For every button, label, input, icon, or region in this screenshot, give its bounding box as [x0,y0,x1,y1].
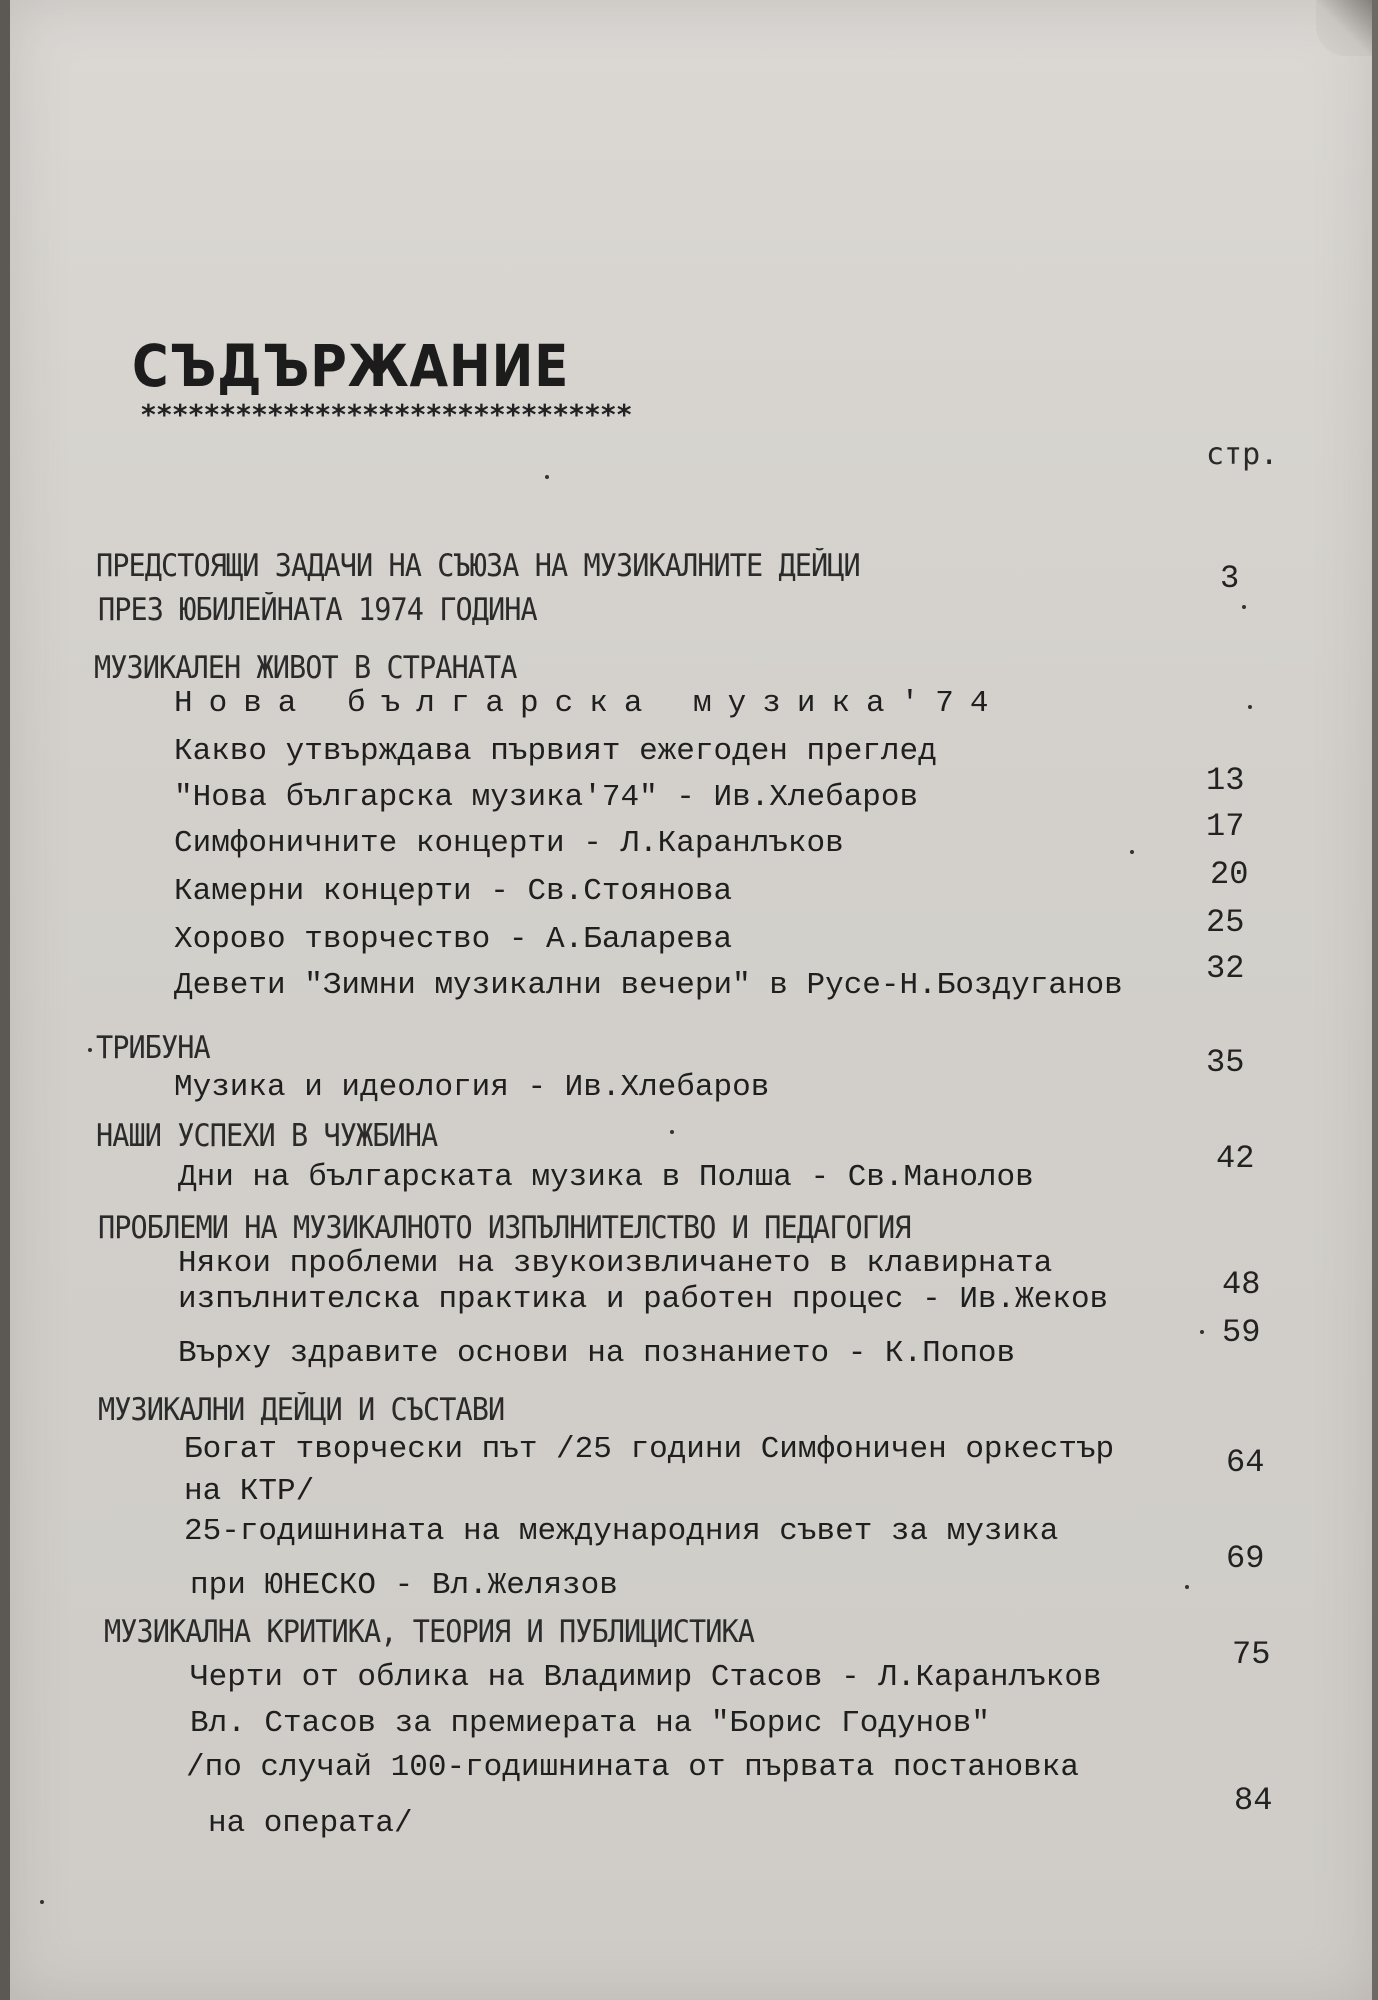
toc-entry: изпълнителска практика и работен процес - Ив.Жеков [178,1282,1109,1317]
title-divider: ******************************* [140,398,632,431]
section-heading: ПРЕЗ ЮБИЛЕЙНАТА 1974 ГОДИНА [98,592,537,628]
toc-entry: Девети "Зимни музикални вечери" в Русе-Н.Боздуганов [174,968,1123,1003]
toc-entry: на КТР/ [184,1474,315,1509]
page-corner-fold [1316,0,1372,56]
document-page [10,0,1372,2000]
paper-speck [88,1048,92,1052]
section-heading: НАШИ УСПЕХИ В ЧУЖБИНА [96,1118,438,1154]
toc-entry: Върху здравите основи на познанието - К.Попов [178,1336,1016,1371]
contents-title: СЪДЪРЖАНИЕ [132,332,570,400]
page-column-label: стр. [1206,437,1279,472]
page-number: 59 [1222,1314,1261,1351]
page-number: 25 [1206,904,1245,941]
toc-entry: Хорово творчество - А.Баларева [174,922,733,957]
toc-entry: Дни на българската музика в Полша - Св.Манолов [178,1160,1034,1195]
page-number: 64 [1226,1444,1265,1481]
section-heading: ПРЕДСТОЯЩИ ЗАДАЧИ НА СЪЮЗА НА МУЗИКАЛНИТЕ ДЕЙЦИ [96,548,860,584]
toc-entry: "Нова българска музика'74" - Ив.Хлебаров [174,780,919,815]
toc-entry: Какво утвърждава първият ежегоден преглед [174,734,937,769]
paper-speck [1242,605,1246,609]
toc-entry: Симфоничните концерти - Л.Каранлъков [174,826,844,861]
toc-entry: Вл. Стасов за премиерата на "Борис Годунов" [190,1706,990,1741]
page-number: 13 [1206,762,1245,799]
page-background-edge [0,0,10,2000]
toc-entry: Черти от облика на Владимир Стасов - Л.Каранлъков [190,1660,1102,1695]
page-number: 20 [1210,856,1249,893]
page-number: 17 [1206,808,1245,845]
section-heading: ТРИБУНА [96,1030,210,1066]
page-number: 3 [1220,560,1240,597]
section-heading: МУЗИКАЛЕН ЖИВОТ В СТРАНАТА [94,650,517,686]
paper-speck [1248,705,1252,709]
paper-speck [1200,1330,1204,1334]
toc-entry: Нова българска музика'74 [174,686,1005,721]
page-number: 32 [1206,950,1245,987]
page-number: 75 [1232,1636,1271,1673]
section-heading: ПРОБЛЕМИ НА МУЗИКАЛНОТО ИЗПЪЛНИТЕЛСТВО И ПЕДАГОГИЯ [98,1210,911,1246]
paper-speck [670,1130,674,1134]
section-heading: МУЗИКАЛНА КРИТИКА, ТЕОРИЯ И ПУБЛИЦИСТИКА [104,1614,755,1650]
page-number: 84 [1234,1782,1273,1819]
toc-entry: на операта/ [208,1806,413,1841]
toc-entry: Богат творчески път /25 години Симфоничен оркестър [184,1432,1115,1467]
toc-entry: /по случай 100-годишнината от първата постановка [186,1750,1079,1785]
toc-entry: Музика и идеология - Ив.Хлебаров [174,1070,770,1105]
section-heading: МУЗИКАЛНИ ДЕЙЦИ И СЪСТАВИ [98,1392,505,1428]
paper-speck [40,1900,44,1904]
toc-entry: Някои проблеми на звукоизвличането в клавирната [178,1246,1053,1281]
toc-entry: при ЮНЕСКО - Вл.Желязов [190,1568,618,1603]
paper-speck [545,475,549,479]
page-number: 69 [1226,1540,1265,1577]
toc-entry: Камерни концерти - Св.Стоянова [174,874,733,909]
toc-entry: 25-годишнината на международния съвет за музика [184,1514,1059,1549]
page-number: 42 [1216,1140,1255,1177]
page-number: 48 [1222,1266,1261,1303]
paper-speck [1130,850,1134,854]
paper-speck [1185,1585,1189,1589]
page-number: 35 [1206,1044,1245,1081]
